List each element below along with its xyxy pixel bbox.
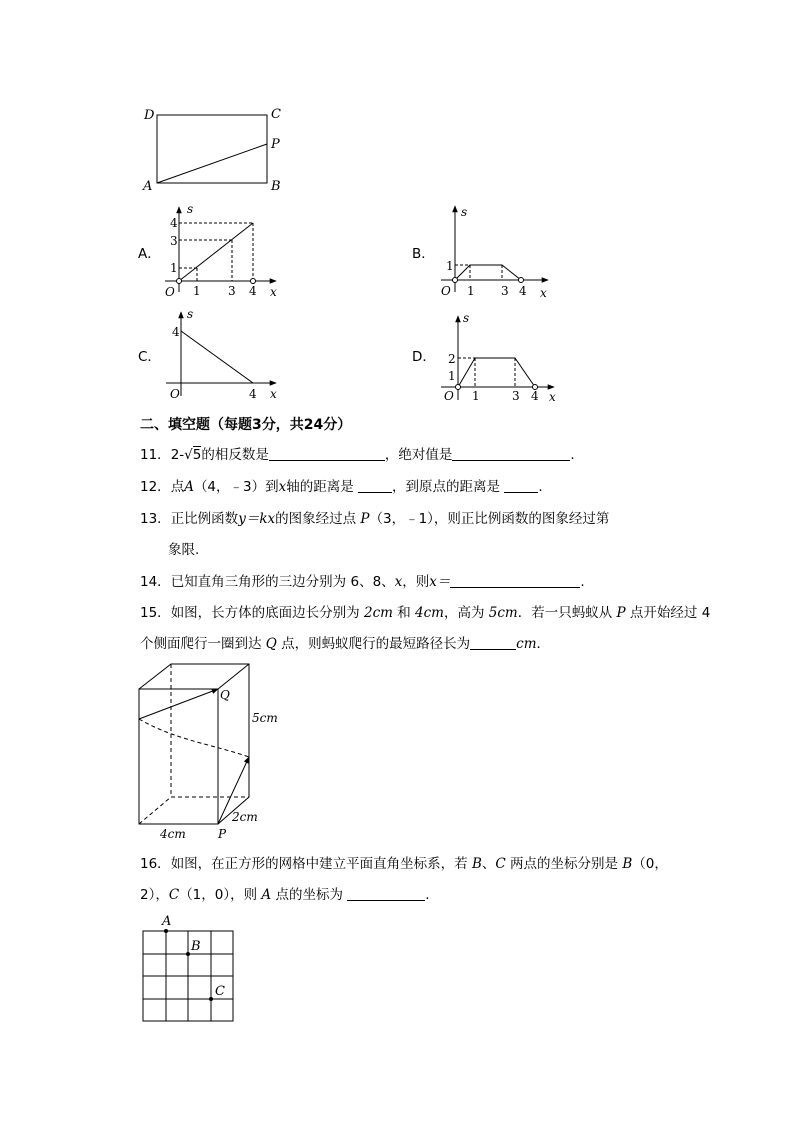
point-a <box>164 929 168 933</box>
q13-point: P <box>360 511 370 527</box>
graph-d <box>441 311 556 404</box>
graph-line <box>181 331 253 383</box>
axis-x-label: x <box>270 285 277 299</box>
question-14 <box>140 572 585 592</box>
label-height: 5cm <box>252 711 278 725</box>
q14-number: 14． <box>140 574 171 590</box>
q15-blank[interactable] <box>470 635 516 650</box>
q11-text-1: 的相反数是 <box>201 447 269 463</box>
q16-line-2c: 点的坐标为 <box>271 887 343 903</box>
q12-blank-2[interactable] <box>504 478 538 493</box>
xtick-4: 4 <box>519 284 527 298</box>
q15-unit-1: 2cm <box>363 605 393 621</box>
origin-label: O <box>444 389 454 403</box>
question-13 <box>140 509 609 529</box>
q16-text-1: 如图，在正方形的网格中建立平面直角坐标系，若 <box>170 856 472 872</box>
q16-c: C <box>495 856 506 872</box>
q16-blank[interactable] <box>347 886 425 901</box>
q14-blank[interactable] <box>450 573 580 588</box>
q14-var: x <box>394 574 403 590</box>
q12-axis: x <box>278 479 287 495</box>
q13-number: 13． <box>140 511 171 527</box>
graph-b <box>441 205 548 300</box>
q13-coords: （3，﹣1），则正比例函数的图象经过第 <box>369 511 610 527</box>
grid-figure <box>143 931 233 1021</box>
q15-line-2b: 点，则蚂蚁爬行的最短路径长为 <box>276 636 471 652</box>
q15-number: 15． <box>140 605 171 621</box>
q12-text-3: ，到原点的距离是 <box>392 479 501 495</box>
point-b <box>186 952 190 956</box>
axis-s-label: s <box>187 307 194 321</box>
xtick-3: 3 <box>512 389 520 403</box>
axis-x-label: x <box>270 387 277 401</box>
ant-path-2 <box>139 689 218 719</box>
q11-blank-2[interactable] <box>452 446 570 461</box>
label-c: C <box>215 984 225 999</box>
q16-number: 16． <box>140 856 171 872</box>
ytick-4: 4 <box>170 216 178 230</box>
ytick-3: 3 <box>170 234 178 248</box>
graph-line <box>458 358 535 387</box>
q16-line-2a: 2）， <box>140 887 169 903</box>
q14-end: . <box>580 574 585 590</box>
question-11 <box>140 445 575 465</box>
graph-c <box>166 307 277 401</box>
label-a: A <box>143 179 153 194</box>
xtick-3: 3 <box>501 284 509 298</box>
q11-expr-prefix: 2- <box>170 447 185 463</box>
q13-function: y＝kx <box>238 511 276 527</box>
q12-coords: （4，﹣3）到 <box>193 479 279 495</box>
q11-radicand: 5 <box>192 447 202 463</box>
ytick-1: 1 <box>448 369 456 383</box>
grid-labels <box>161 914 225 999</box>
q16-end: . <box>425 887 430 903</box>
q15-unit: cm <box>516 636 537 652</box>
xtick-1: 1 <box>467 284 475 298</box>
q11-text-2: ，绝对值是 <box>384 447 453 463</box>
label-c: C <box>271 107 281 122</box>
q13-text-2: 的图象经过点 <box>275 511 357 527</box>
cuboid-figure <box>139 664 249 824</box>
q16-text-3: 两点的坐标分别是 <box>505 856 623 872</box>
question-15 <box>140 603 710 623</box>
q16-text-4: （0， <box>632 856 668 872</box>
q13-line-2: 象限. <box>168 542 200 558</box>
ytick-1: 1 <box>170 261 178 275</box>
xtick-4: 4 <box>249 387 257 401</box>
q15-text-1: 如图，长方体的底面边长分别为 <box>170 605 364 621</box>
q11-sqrt-sign: √ <box>184 447 193 463</box>
q15-point-q: Q <box>265 636 277 652</box>
q16-a: A <box>261 887 272 903</box>
xtick-1: 1 <box>193 284 201 298</box>
origin-label: O <box>170 387 180 401</box>
q15-line-2 <box>140 634 550 654</box>
q15-text-3: ，高为 <box>443 605 489 621</box>
q12-text-1: 点 <box>170 479 185 495</box>
q12-number: 12． <box>140 479 171 495</box>
q14-text-2: ，则 <box>402 574 430 590</box>
ytick-2: 2 <box>448 352 456 366</box>
xtick-3: 3 <box>228 284 236 298</box>
q11-end: . <box>570 447 575 463</box>
label-b: B <box>271 179 281 194</box>
hidden-edges <box>139 664 249 824</box>
label-q: Q <box>220 688 230 702</box>
q15-point-p: P <box>616 605 626 621</box>
q16-line-2b: （1，0），则 <box>179 887 262 903</box>
label-p: P <box>271 137 280 152</box>
xtick-4: 4 <box>531 389 539 403</box>
graph-a <box>165 202 277 299</box>
q16-line-2 <box>140 885 430 905</box>
ytick-1: 1 <box>446 259 454 273</box>
label-b: B <box>191 939 201 954</box>
q15-text-2: 和 <box>392 605 416 621</box>
q12-point: A <box>184 479 194 495</box>
axis-s-label: s <box>461 205 468 219</box>
q11-blank-1[interactable] <box>269 446 385 461</box>
q16-b2: B <box>622 856 633 872</box>
q15-text-4: ．若一只蚂蚁从 <box>517 605 617 621</box>
label-a: A <box>162 914 172 929</box>
point-c <box>209 997 213 1001</box>
option-d-label: D． <box>412 349 436 365</box>
axis-x-label: x <box>540 286 547 300</box>
rectangle-figure <box>142 107 281 194</box>
origin-label: O <box>165 285 175 299</box>
q12-blank-1[interactable] <box>358 478 392 493</box>
label-depth: 2cm <box>232 810 258 824</box>
option-b-label: B． <box>412 246 435 262</box>
axis-x-label: x <box>549 390 556 404</box>
question-16 <box>140 854 668 874</box>
graph-line <box>179 223 253 281</box>
q14-eq: x＝ <box>429 574 451 590</box>
front-face <box>139 689 218 824</box>
top-right-edges <box>139 664 249 824</box>
q16-c2: C <box>168 887 180 903</box>
label-p: P <box>218 827 227 841</box>
ytick-4: 4 <box>172 325 180 339</box>
origin-label: O <box>441 284 451 298</box>
q15-end: ． <box>536 636 551 652</box>
question-12 <box>140 477 543 497</box>
q14-text-1: 已知直角三角形的三边分别为 6、8、 <box>170 574 395 590</box>
q15-unit-2: 4cm <box>415 605 444 621</box>
q16-text-2: 、 <box>481 856 496 872</box>
xtick-1: 1 <box>472 389 480 403</box>
rectangle-abcd <box>157 115 267 183</box>
q15-unit-3: 5cm <box>488 605 518 621</box>
q12-end: . <box>538 479 543 495</box>
q15-line-2a: 个侧面爬行一圈到达 <box>140 636 266 652</box>
option-c-label: C． <box>138 349 161 365</box>
label-d: D <box>144 108 155 123</box>
q16-b: B <box>471 856 482 872</box>
q13-text-1: 正比例函数 <box>170 511 239 527</box>
graph-line <box>455 265 521 280</box>
q11-number: 11． <box>140 447 171 463</box>
axis-s-label: s <box>187 202 194 216</box>
section-title: 二、填空题（每题3分，共24分） <box>140 417 352 433</box>
xtick-4: 4 <box>249 284 257 298</box>
option-a-label: A． <box>138 246 161 262</box>
segment-ap <box>157 144 267 183</box>
q12-text-2: 轴的距离是 <box>286 479 354 495</box>
label-width: 4cm <box>160 827 186 841</box>
q15-text-5: 点开始经过 4 <box>625 605 711 621</box>
axis-s-label: s <box>463 311 470 325</box>
